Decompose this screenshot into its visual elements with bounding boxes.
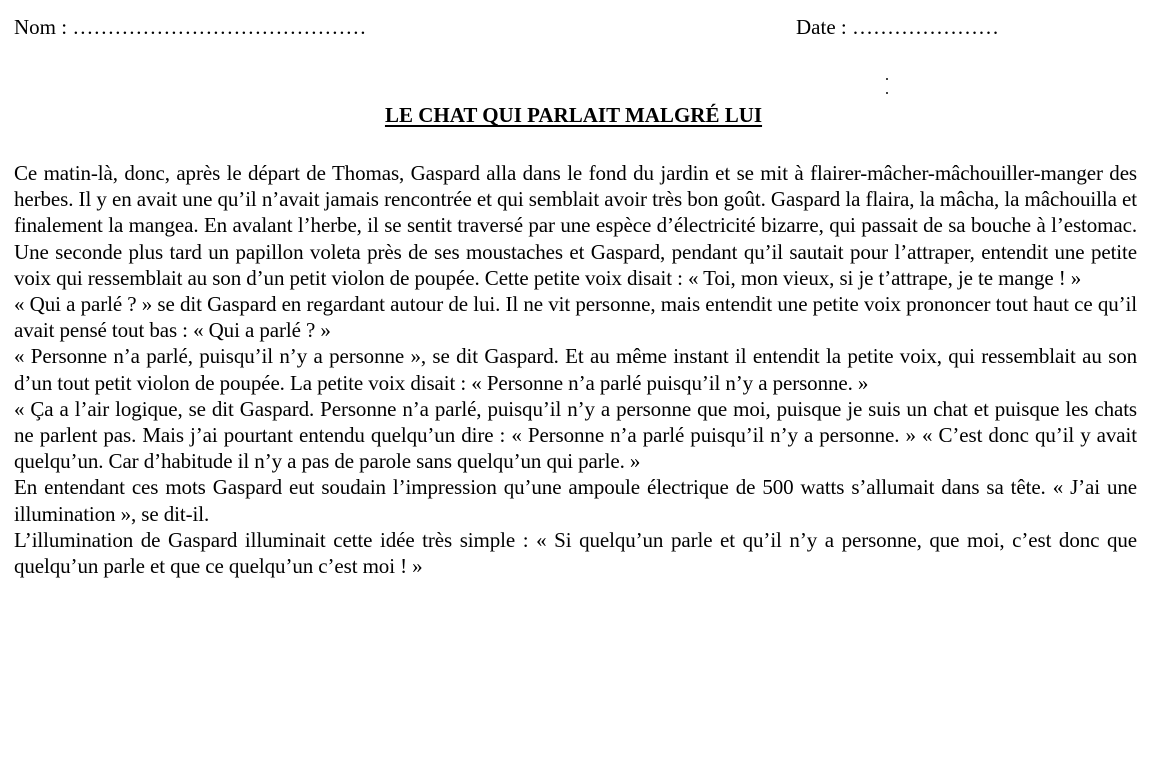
stray-dot-mark xyxy=(886,78,888,80)
paragraph: « Qui a parlé ? » se dit Gaspard en regardant autour de lui. Il ne vit personne, mais entendit une petite voix prononcer tout haut ce qu’il avait pensé tout bas : « Qui a parlé ? » xyxy=(14,292,1137,343)
date-blank: ………………… xyxy=(851,15,999,39)
name-field-line xyxy=(14,14,366,40)
stray-dot-mark xyxy=(886,92,888,94)
date-field-line xyxy=(796,14,999,40)
paragraph: Ce matin-là, donc, après le départ de Thomas, Gaspard alla dans le fond du jardin et se mit à flairer-mâcher-mâchouiller-manger des herbes. Il y en avait une qu’il n’avait jamais rencontrée et qui semblait avoir très bon goût. Gaspard la flaira, la mâcha, la mâchouilla et finalement la mangea. En avalant l’herbe, il se sentit traversé par une espèce d’électricité bizarre, qui passait de sa bouche à l’estomac. Une seconde plus tard un papillon voleta près de ses moustaches et Gaspard, pendant qu’il sautait pour l’attraper, entendit une petite voix qui ressemblait au son d’un petit violon de poupée. Cette petite voix disait : « Toi, mon vieux, si je t’attrape, je te mange ! » xyxy=(14,161,1137,290)
paragraph: « Ça a l’air logique, se dit Gaspard. Personne n’a parlé, puisqu’il n’y a personne que moi, puisque je suis un chat et puisque les chats ne parlent pas. Mais j’ai pourtant entendu quelqu’un dire : « Personne n’a parlé puisqu’il n’y a personne. » « C’est donc qu’il y avait quelqu’un. Car d’habitude il n’y a pas de parole sans quelqu’un qui parle. » xyxy=(14,396,1137,474)
paragraph: L’illumination de Gaspard illuminait cette idée très simple : « Si quelqu’un parle et qu’il n’y a personne, que moi, c’est donc que quelqu’un parle et que ce quelqu’un c’est moi ! » xyxy=(14,527,1137,579)
date-label: Date : xyxy=(796,15,847,39)
paragraph: « Personne n’a parlé, puisqu’il n’y a personne », se dit Gaspard. Et au même instant il entendit la petite voix, qui ressemblait au son d’un tout petit violon de poupée. La petite voix disait : « Personne n’a parlé puisqu’il n’y a personne. » xyxy=(14,344,1137,395)
name-label: Nom : xyxy=(14,15,68,39)
name-blank: …………………………………… xyxy=(72,15,367,39)
story-text xyxy=(14,160,1137,579)
document-title: LE CHAT QUI PARLAIT MALGRÉ LUI xyxy=(384,103,763,127)
paragraph: En entendant ces mots Gaspard eut soudain l’impression qu’une ampoule électrique de 500 watts s’allumait dans sa tête. « J’ai une illumination », se dit-il. xyxy=(14,475,1137,526)
